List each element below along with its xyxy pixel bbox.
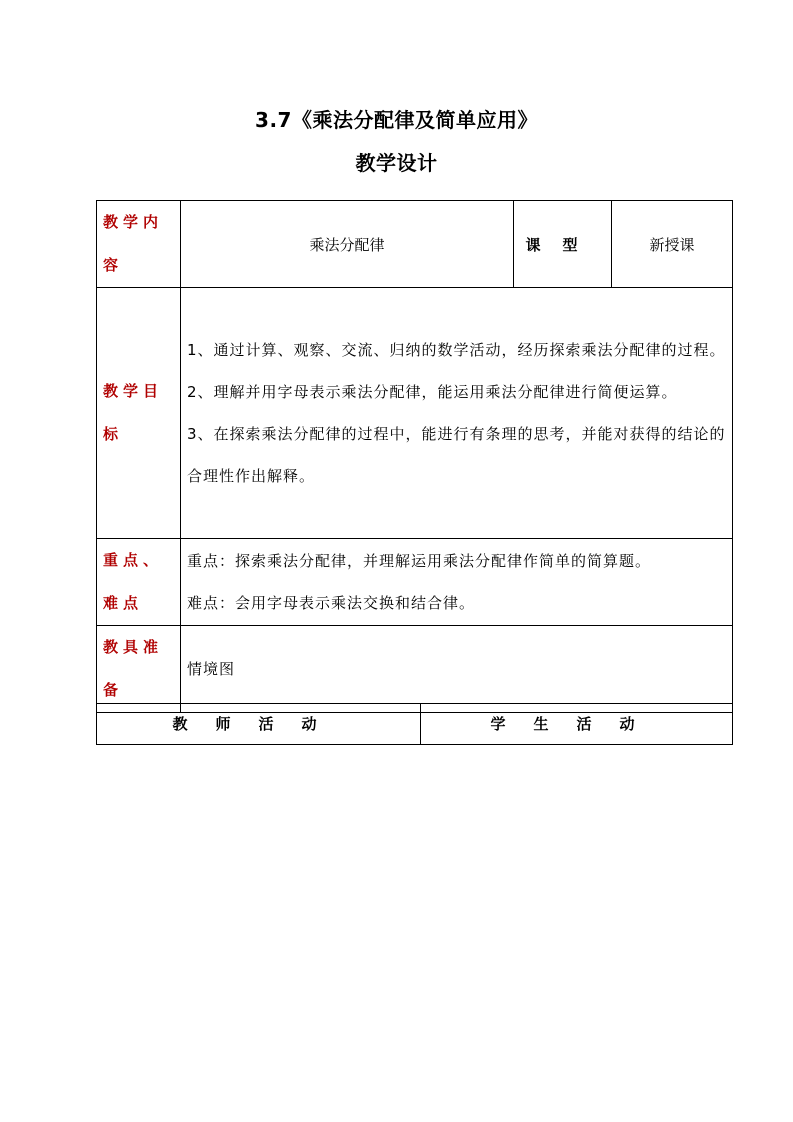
goals-label: 教学目标 [97,288,181,539]
activity-header-table [96,703,733,745]
type-label: 课型 [514,201,612,288]
tools-row [97,626,733,713]
goals-row [97,288,733,539]
content-row [97,201,733,288]
keypoints-row [97,539,733,626]
goal-item: 1、通过计算、观察、交流、归纳的数学活动，经历探索乘法分配律的过程。 [187,341,726,359]
content-label: 教学内容 [97,201,181,288]
keypoint-text: 重点：探索乘法分配律，并理解运用乘法分配律作简单的简算题。 [187,552,652,570]
keypoints-cell [181,539,733,626]
document-subtitle: 教学设计 [355,151,438,175]
teacher-activity-header: 教师活动 [97,704,421,745]
document-title: 3.7《乘法分配律及简单应用》 [255,108,538,132]
goal-item: 2、理解并用字母表示乘法分配律，能运用乘法分配律进行简便运算。 [187,383,678,401]
keypoints-label: 重点、难点 [97,539,181,626]
student-activity-header: 学生活动 [421,704,733,745]
lesson-plan-table [96,200,733,713]
difficulty-text: 难点：会用字母表示乘法交换和结合律。 [187,594,476,612]
type-value: 新授课 [612,201,733,288]
goal-item: 3、在探索乘法分配律的过程中，能进行有条理的思考，并能对获得的结论的合理性作出解释。 [187,425,726,485]
tools-value: 情境图 [181,626,733,713]
content-value: 乘法分配律 [181,201,514,288]
goals-cell [181,288,733,539]
tools-label: 教具准备 [97,626,181,713]
